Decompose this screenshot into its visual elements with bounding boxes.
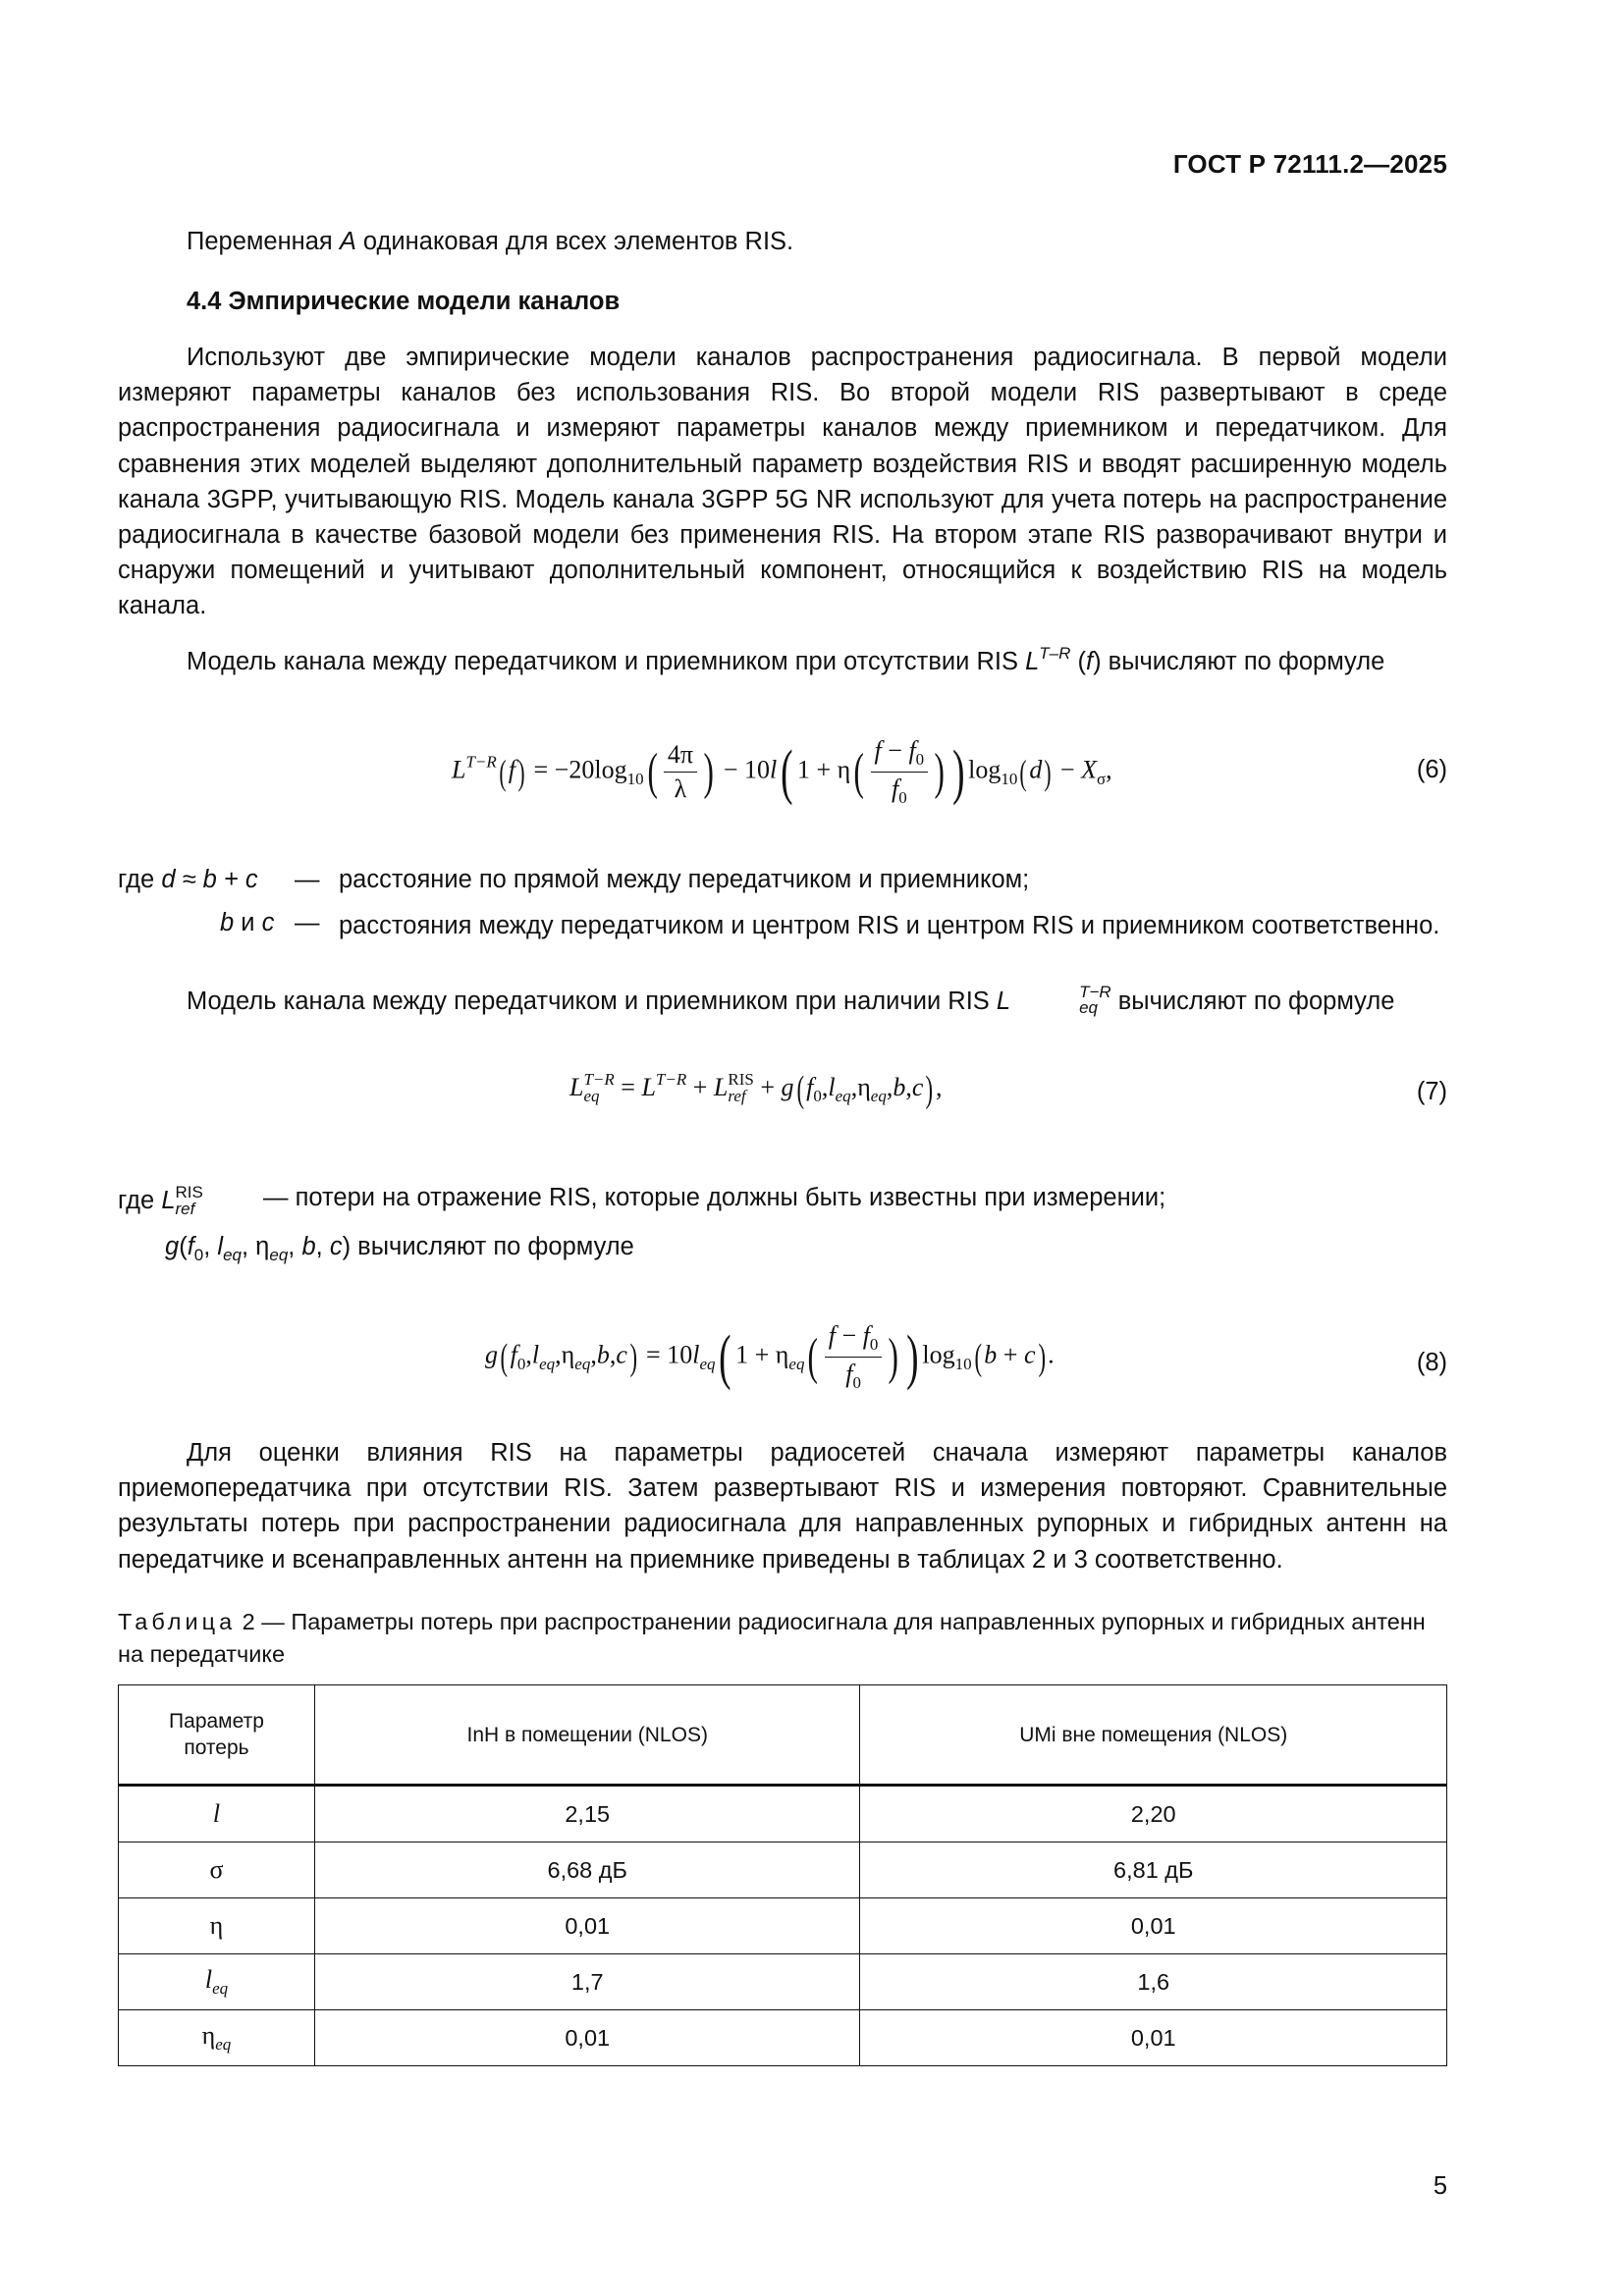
umi-value: 2,20 <box>860 1786 1447 1842</box>
where-bc-desc: расстояния между передатчиком и центром RIS и центром RIS и приемником соответственно. <box>339 912 1440 939</box>
paragraph-empirical-models: Используют две эмпирические модели каналов распространения радиосигнала. В первой модели измеряют параметры каналов без использования RIS. Во второй модели RIS развертывают в среде распространения радиосигнала и измеряют параметры каналов между приемником и передатчиком. Для сравнения этих моделей выделяют дополнительный параметр воздействия RIS и вводят расширенную модель канала 3GPP, учитывающую RIS. Модель канала 3GPP 5G NR используют для учета потерь на распространение радиосигнала в качестве базовой модели без применения RIS. На втором этапе RIS разворачивают внутри и снаружи помещений и учитывают дополнительный компонент, относящийся к воздействию RIS на модель канала. <box>118 344 1447 620</box>
table-row <box>119 1954 1447 2010</box>
header-inh: InH в помещении (NLOS) <box>314 1685 860 1786</box>
equation-6: $L^{T-R}(f) = -20\log_{10}$( $\frac{4\pi}{\lambda}$ ) − 10l( 1 + η( $\frac{f - f_0}{f_0}$ ) ) $\log_{10}(d) - X_\sigma$, <box>452 736 1112 808</box>
equation-8-number: (8) <box>1416 1349 1447 1376</box>
equation-7: L T−R eq = $L^{T-R} + L$ RIS ref + $g(f_0,l_{eq},\eta_{eq},b,c)$, <box>569 1069 943 1111</box>
paragraph-ris-evaluation: Для оценки влияния RIS на параметры радиосетей сначала измеряют параметры каналов приемопередатчика при отсутствии RIS. Затем развертывают RIS и измерения повторяют. Сравнительные результаты потерь при распространении радиосигнала для направленных рупорных и гибридных антенн на передатчике и всенаправленных антенн на приемнике приведены в таблицах 2 и 3 соответственно. <box>118 1439 1447 1574</box>
section-heading: 4.4 Эмпирические модели каналов <box>187 288 621 315</box>
table-row <box>119 1842 1447 1898</box>
inh-value: 0,01 <box>314 2010 860 2066</box>
where-d-desc: расстояние по прямой между передатчиком и приемником; <box>339 866 1030 893</box>
where-lref-desc: — потери на отражение RIS, которые должны быть известны при измерении; <box>263 1184 1166 1211</box>
equation-6-number: (6) <box>1416 756 1447 783</box>
table-row <box>119 1786 1447 1842</box>
intro-paragraph: Переменная A одинаковая для всех элементов RIS. <box>187 228 794 255</box>
where-d-dash: — <box>295 866 320 893</box>
table-row <box>119 2010 1447 2066</box>
umi-value: 0,01 <box>860 2010 1447 2066</box>
document-id-header: ГОСТ Р 72111.2—2025 <box>1172 149 1447 179</box>
equation-7-number: (7) <box>1416 1078 1447 1105</box>
param-cell: η <box>119 1898 315 1954</box>
inh-value: 1,7 <box>314 1954 860 2010</box>
param-cell: $\eta_{eq}$ <box>119 2010 315 2066</box>
param-cell: $l_{eq}$ <box>119 1954 315 2010</box>
inh-value: 2,15 <box>314 1786 860 1842</box>
header-umi: UMi вне помещения (NLOS) <box>860 1685 1447 1786</box>
table-row <box>119 1898 1447 1954</box>
table-2-caption: Таблица 2 — Параметры потерь при распространении радиосигнала для направленных рупорных и гибридных антенн на передатчике <box>118 1609 1426 1667</box>
equation-8: $g(f_0,l_{eq},\eta_{eq},b,c) = 10l_{eq}$( $1 + \eta_{eq}$( $\frac{f - f_0}{f_0}$ ) ) $\log_{10}(b + c)$. <box>485 1321 1055 1393</box>
umi-value: 6,81 дБ <box>860 1842 1447 1898</box>
where-lref-lead: где L RIS ref <box>118 1183 203 1218</box>
param-cell: σ <box>119 1842 315 1898</box>
umi-value: 1,6 <box>860 1954 1447 2010</box>
paragraph-model-with-ris: Модель канала между передатчиком и приемником при наличии RIS L T−R eq вычисляют по формуле <box>187 983 1395 1017</box>
umi-value: 0,01 <box>860 1898 1447 1954</box>
page-number: 5 <box>1433 2172 1447 2200</box>
where-d-lead: где d ≈ b + c <box>118 866 258 893</box>
table-2 <box>118 1684 1447 2066</box>
table-header-row <box>119 1685 1447 1786</box>
inh-value: 6,68 дБ <box>314 1842 860 1898</box>
param-cell: l <box>119 1786 315 1842</box>
where-g-line: $g(f_0$, $l_{eq}$, $\eta_{eq}$, b, c) вычисляют по формуле <box>165 1233 634 1265</box>
where-bc-dash: — <box>295 909 320 936</box>
inh-value: 0,01 <box>314 1898 860 1954</box>
where-bc-term: b и c <box>220 909 275 936</box>
header-param: Параметр потерь <box>119 1685 315 1786</box>
paragraph-model-without-ris: Модель канала между передатчиком и приемником при отсутствии RIS $L^{T-R}$ (f) вычисляют по формуле <box>187 644 1385 675</box>
